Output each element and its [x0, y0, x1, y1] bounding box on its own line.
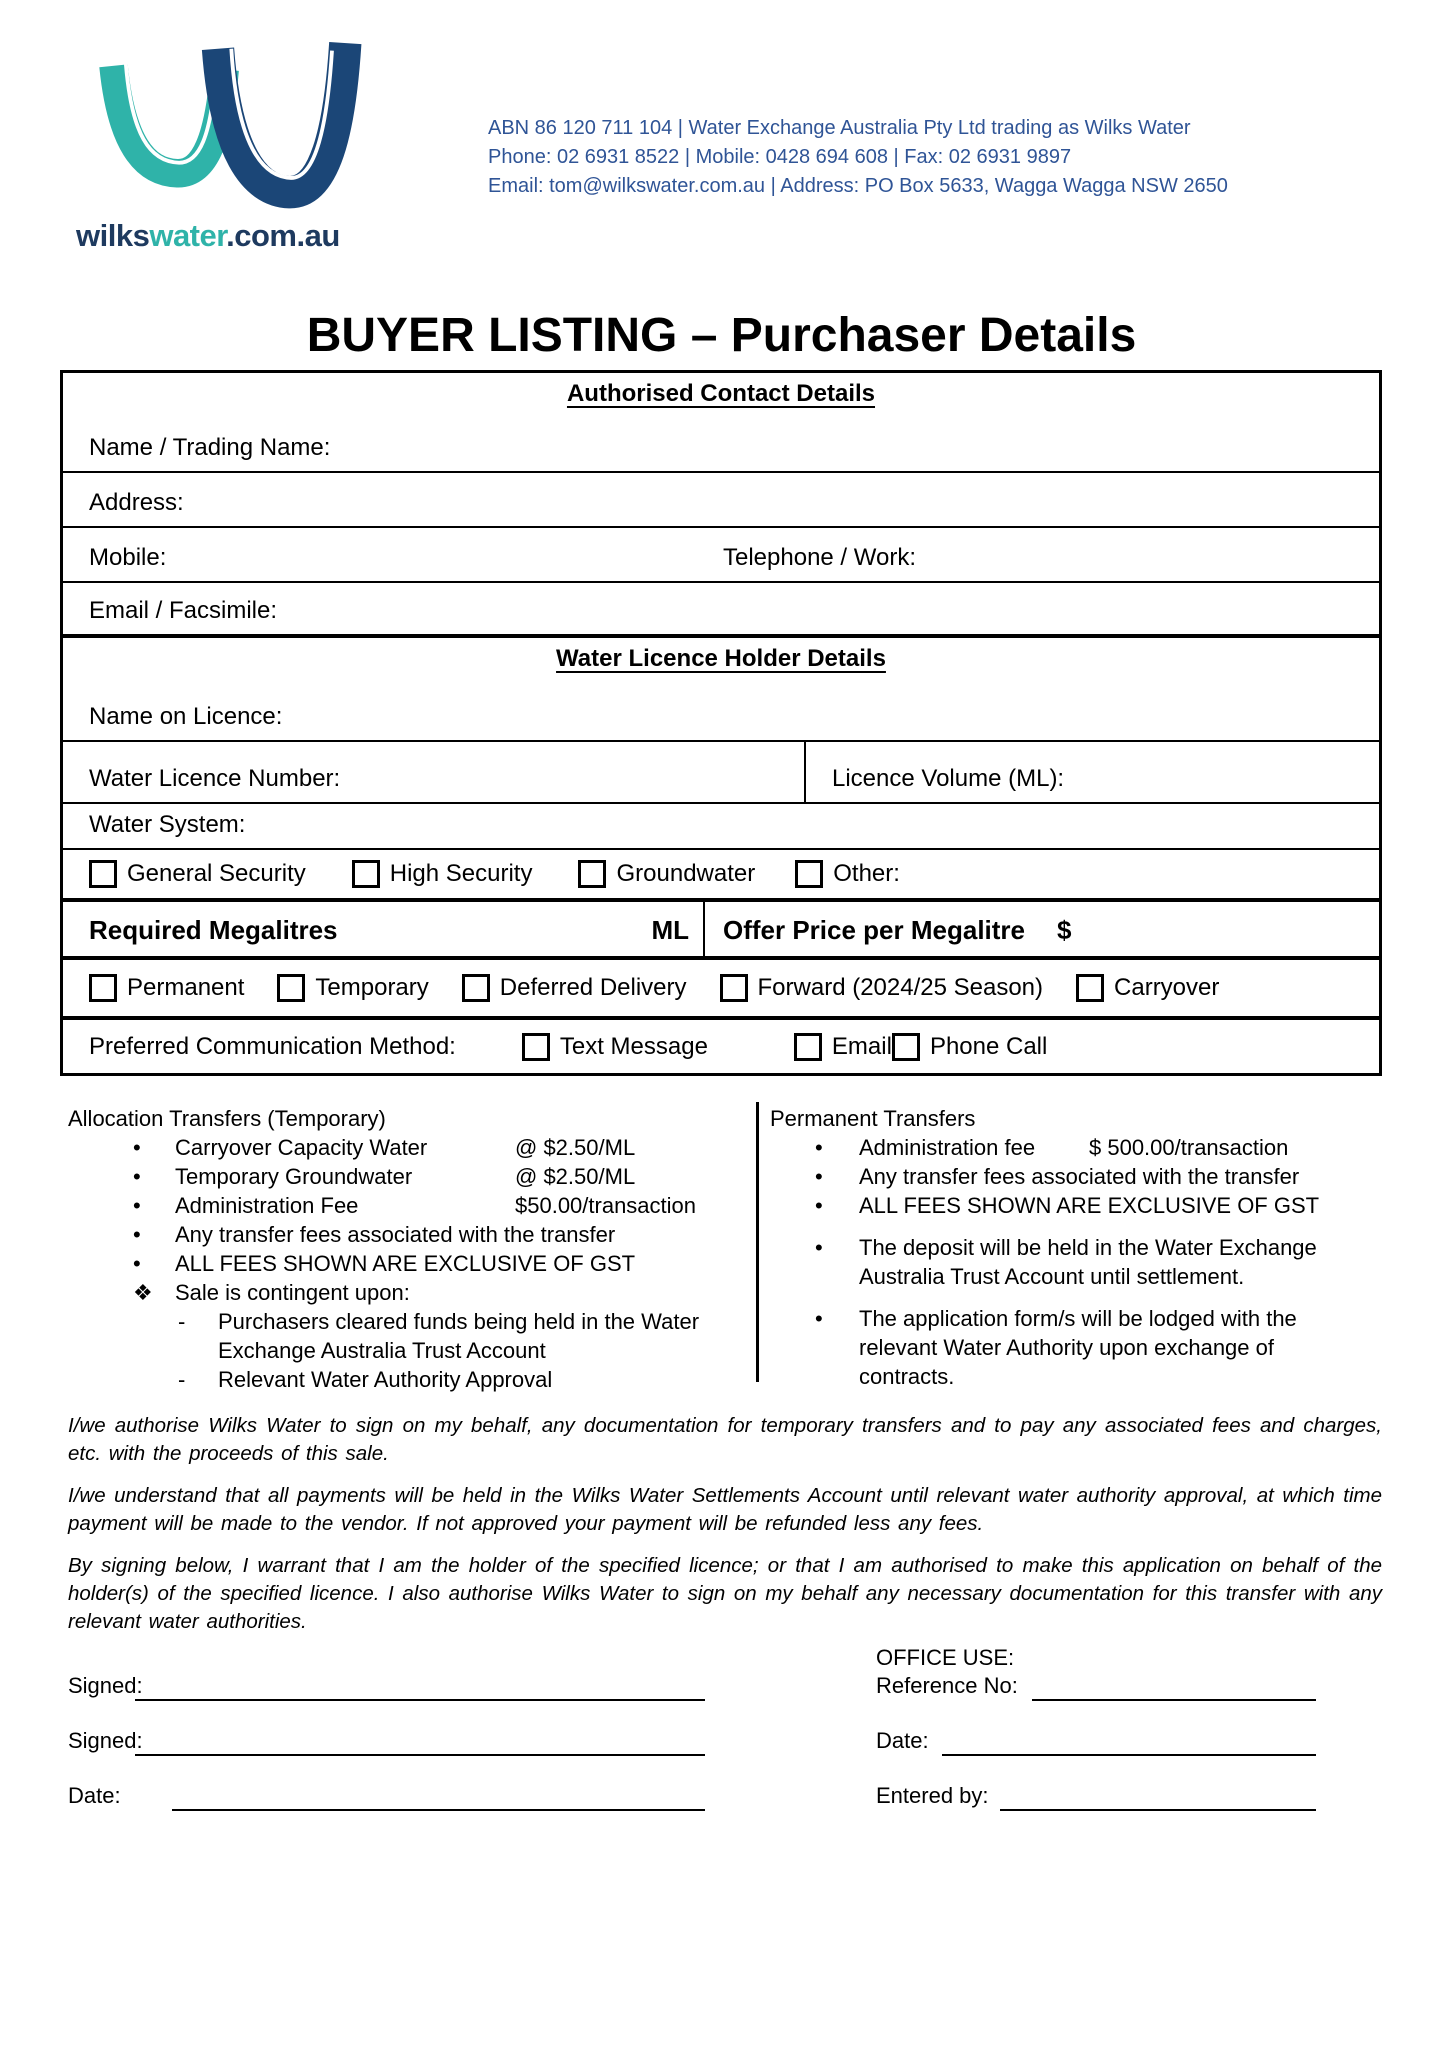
- security-option-groundwater: [578, 860, 755, 888]
- declaration-warrant: By signing below, I warrant that I am the holder of the specified licence; or that I am authorised to make this application on behalf of the holder(s) of the specified licence. I also authorise Wilks Water to sign on my behalf any necessary documentation for this transfer with any relevant water authorities.: [68, 1554, 1382, 1633]
- fee-item-value: $ 500.00/transaction: [1089, 1135, 1289, 1160]
- email-checkbox[interactable]: [794, 1033, 822, 1061]
- communication-method-row: [63, 1020, 1379, 1073]
- wordmark-suffix: .com.au: [226, 218, 340, 253]
- security-option-other: [795, 860, 900, 888]
- address-field[interactable]: [213, 473, 1373, 526]
- transfer-option-forward: [720, 974, 1044, 1002]
- water-system-field[interactable]: [283, 804, 1373, 848]
- forward-season-label: Forward (2024/25 Season): [757, 974, 1044, 1001]
- bullet: •: [815, 1306, 823, 1331]
- required-megalitres-cell: [63, 902, 705, 956]
- name-on-licence-label: Name on Licence:: [89, 703, 283, 730]
- dash-bullet: -: [178, 1367, 186, 1392]
- contact-line-abn: ABN 86 120 711 104 | Water Exchange Australia Pty Ltd trading as Wilks Water: [488, 117, 1191, 139]
- list-subitem: [68, 1365, 750, 1394]
- offer-price-cell: [705, 902, 1379, 956]
- carryover-label: Carryover: [1114, 974, 1220, 1001]
- wilkswater-logo-icon: [85, 26, 370, 214]
- fee-item-label: Carryover Capacity Water: [175, 1135, 428, 1160]
- licence-volume-field[interactable]: [1089, 742, 1379, 802]
- groundwater-checkbox[interactable]: [578, 860, 606, 888]
- reference-no-line[interactable]: [1032, 1673, 1316, 1701]
- ml-unit-label: ML: [651, 915, 689, 945]
- email-facsimile-label: Email / Facsimile:: [89, 597, 278, 624]
- bullet: •: [815, 1235, 823, 1260]
- mobile-label: Mobile:: [89, 544, 167, 571]
- bullet: •: [133, 1135, 141, 1160]
- reference-no-label: Reference No:: [876, 1673, 1018, 1698]
- entered-by-label: Entered by:: [876, 1783, 989, 1808]
- groundwater-label: Groundwater: [616, 860, 756, 887]
- list-item: [68, 1220, 750, 1249]
- name-on-licence-field[interactable]: [313, 700, 1373, 740]
- fee-lists-divider: [756, 1102, 759, 1382]
- wordmark: [76, 218, 340, 254]
- fee-item-value: $50.00/transaction: [515, 1193, 697, 1218]
- temporary-checkbox[interactable]: [277, 974, 305, 1002]
- forward-season-checkbox[interactable]: [720, 974, 748, 1002]
- authorised-contact-section: [63, 373, 1379, 473]
- office-use-heading: OFFICE USE:: [876, 1645, 1015, 1670]
- deferred-delivery-label: Deferred Delivery: [499, 974, 687, 1001]
- general-security-checkbox[interactable]: [89, 860, 117, 888]
- fee-item-label: Any transfer fees associated with the transfer: [859, 1164, 1300, 1189]
- email-option-label: Email: [831, 1032, 892, 1060]
- name-trading-name-field[interactable]: [353, 431, 1373, 471]
- transfer-option-permanent: [89, 974, 244, 1002]
- required-megalitres-field[interactable]: [383, 902, 673, 956]
- bullet: •: [815, 1193, 823, 1218]
- wordmark-water: water: [149, 218, 227, 253]
- other-checkbox[interactable]: [795, 860, 823, 888]
- bullet: •: [815, 1135, 823, 1160]
- water-licence-holder-section: [63, 638, 1379, 742]
- email-facsimile-row: [63, 583, 1379, 638]
- list-item: [770, 1304, 1388, 1391]
- licence-volume-label: Licence Volume (ML):: [832, 765, 1065, 792]
- contact-line-email: Email: tom@wilkswater.com.au | Address: PO Box 5633, Wagga Wagga NSW 2650: [488, 175, 1228, 197]
- required-megalitres-row: [63, 902, 1379, 960]
- communication-method-label: Preferred Communication Method:: [89, 1032, 456, 1060]
- signed-line-2[interactable]: [135, 1728, 705, 1756]
- comm-option-text: [522, 1033, 708, 1061]
- carryover-checkbox[interactable]: [1076, 974, 1104, 1002]
- transfer-option-deferred: [462, 974, 687, 1002]
- wordmark-wilks: wilks: [76, 218, 150, 253]
- list-item-contingent: [68, 1278, 750, 1307]
- transfer-option-carryover: [1076, 974, 1219, 1002]
- form-table: [60, 370, 1382, 1076]
- office-date-label: Date:: [876, 1728, 929, 1753]
- telephone-work-label: Telephone / Work:: [723, 544, 916, 571]
- fee-item-value: @ $2.50/ML: [515, 1164, 636, 1189]
- bullet: •: [133, 1222, 141, 1247]
- fee-item-label: Temporary Groundwater: [175, 1164, 413, 1189]
- fee-item-label: Administration fee: [859, 1135, 1036, 1160]
- subitem-text: Relevant Water Authority Approval: [218, 1367, 553, 1392]
- fee-item-label: ALL FEES SHOWN ARE EXCLUSIVE OF GST: [859, 1193, 1320, 1218]
- permanent-transfers-heading: Permanent Transfers: [770, 1106, 976, 1131]
- other-label: Other:: [833, 860, 900, 887]
- security-option-general: [89, 860, 306, 888]
- list-item: [770, 1191, 1388, 1220]
- permanent-label: Permanent: [127, 974, 245, 1001]
- name-trading-name-label: Name / Trading Name:: [89, 434, 331, 461]
- bullet: •: [133, 1193, 141, 1218]
- water-system-label: Water System:: [89, 811, 246, 838]
- signed-label-1: Signed:: [68, 1673, 143, 1698]
- security-option-high: [352, 860, 533, 888]
- permanent-transfers-list: [770, 1104, 1388, 1391]
- water-system-row: [63, 804, 1379, 850]
- fee-item-label: Administration Fee: [175, 1193, 359, 1218]
- fee-item-value: @ $2.50/ML: [515, 1135, 636, 1160]
- bullet: •: [133, 1164, 141, 1189]
- currency-symbol: $: [1057, 915, 1072, 945]
- email-facsimile-field[interactable]: [293, 583, 1373, 634]
- list-item: [770, 1162, 1388, 1191]
- transfer-option-temporary: [277, 974, 428, 1002]
- address-label: Address:: [89, 489, 184, 516]
- high-security-label: High Security: [389, 860, 533, 887]
- offer-price-field[interactable]: [1169, 902, 1379, 956]
- authorised-contact-heading: Authorised Contact Details: [566, 380, 876, 407]
- general-security-label: General Security: [127, 860, 306, 887]
- text-message-label: Text Message: [559, 1032, 708, 1060]
- contact-line-phone: Phone: 02 6931 8522 | Mobile: 0428 694 608 | Fax: 02 6931 9897: [488, 146, 1072, 168]
- telephone-field[interactable]: [933, 528, 1373, 581]
- fee-item-label: The application form/s will be lodged with the relevant Water Authority upon exchange of contracts.: [859, 1306, 1297, 1389]
- allocation-transfers-list: [68, 1104, 750, 1394]
- declaration-authorise: I/we authorise Wilks Water to sign on my behalf, any documentation for temporary transfers and to pay any associated fees and charges, etc. with the proceeds of this sale.: [68, 1414, 1382, 1465]
- office-date-line[interactable]: [942, 1728, 1316, 1756]
- water-licence-holder-heading: Water Licence Holder Details: [556, 645, 886, 672]
- list-item: [68, 1162, 750, 1191]
- phone-call-label: Phone Call: [929, 1032, 1048, 1060]
- text-message-checkbox[interactable]: [522, 1033, 550, 1061]
- required-megalitres-label: Required Megalitres: [89, 915, 338, 945]
- fee-item-label: Any transfer fees associated with the transfer: [175, 1222, 616, 1247]
- phone-call-checkbox[interactable]: [892, 1033, 920, 1061]
- declaration-payments: I/we understand that all payments will be held in the Wilks Water Settlements Account until relevant water authority approval, at which time payment will be made to the vendor. If not approved your payment will be refunded less any fees.: [68, 1484, 1382, 1535]
- subitem-text: Purchasers cleared funds being held in the Water Exchange Australia Trust Account: [218, 1309, 700, 1363]
- list-item: [770, 1233, 1388, 1291]
- allocation-transfers-heading: Allocation Transfers (Temporary): [68, 1106, 386, 1131]
- list-subitem: [68, 1307, 750, 1365]
- company-contact-block: [488, 114, 1228, 201]
- signed-line-1[interactable]: [135, 1673, 705, 1701]
- contingent-label: Sale is contingent upon:: [175, 1280, 410, 1305]
- comm-option-phone: [892, 1033, 1047, 1061]
- high-security-checkbox[interactable]: [352, 860, 380, 888]
- diamond-bullet: ❖: [133, 1280, 153, 1305]
- date-label: Date:: [68, 1783, 121, 1808]
- deferred-delivery-checkbox[interactable]: [462, 974, 490, 1002]
- address-row: [63, 473, 1379, 528]
- transfer-type-row: [63, 960, 1379, 1020]
- signed-label-2: Signed:: [68, 1728, 143, 1753]
- comm-option-email: [794, 1033, 892, 1061]
- mobile-telephone-row: [63, 528, 1379, 583]
- list-item: [68, 1133, 750, 1162]
- licence-volume-cell: [806, 742, 1379, 802]
- permanent-checkbox[interactable]: [89, 974, 117, 1002]
- fee-item-label: ALL FEES SHOWN ARE EXCLUSIVE OF GST: [175, 1251, 636, 1276]
- entered-by-line[interactable]: [1000, 1783, 1316, 1811]
- security-type-row: [63, 850, 1379, 902]
- list-item: [770, 1133, 1388, 1162]
- list-item: [68, 1191, 750, 1220]
- water-licence-number-field[interactable]: [393, 742, 793, 802]
- bullet: •: [133, 1251, 141, 1276]
- bullet: •: [815, 1164, 823, 1189]
- offer-price-label: Offer Price per Megalitre: [723, 915, 1025, 945]
- temporary-label: Temporary: [315, 974, 429, 1001]
- dash-bullet: -: [178, 1309, 186, 1334]
- licence-number-volume-row: [63, 742, 1379, 804]
- licence-number-cell: [63, 742, 806, 802]
- other-security-field[interactable]: [983, 850, 1373, 898]
- list-item: [68, 1249, 750, 1278]
- date-line[interactable]: [172, 1783, 705, 1811]
- water-licence-number-label: Water Licence Number:: [89, 765, 341, 792]
- page-title: BUYER LISTING – Purchaser Details: [306, 309, 1137, 362]
- mobile-field[interactable]: [183, 528, 703, 581]
- fee-item-label: The deposit will be held in the Water Exchange Australia Trust Account until settlement.: [859, 1235, 1317, 1289]
